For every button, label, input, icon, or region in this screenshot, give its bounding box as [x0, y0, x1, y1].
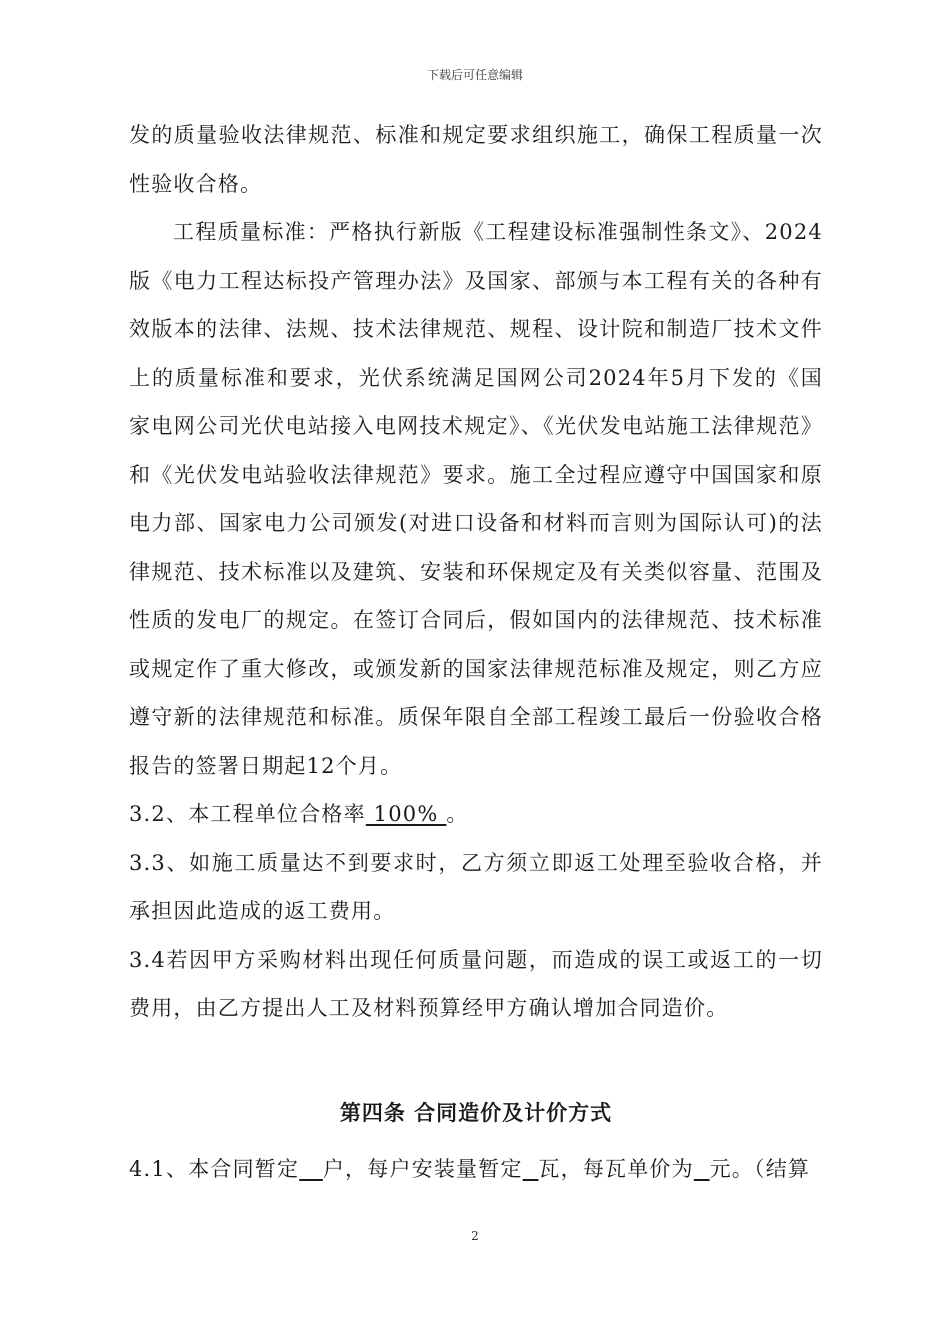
paragraph-clause-4-1 — [129, 1145, 823, 1194]
section-spacer — [129, 1033, 823, 1081]
clause-3-2-end: 。 — [446, 802, 469, 826]
section-heading-article-4: 第四条 合同造价及计价方式 — [339, 1099, 613, 1125]
paragraph-quality-acceptance: 发的质量验收法律规范、标准和规定要求组织施工，确保工程质量一次性验收合格。 — [129, 123, 823, 196]
document-body — [129, 111, 823, 1193]
page-number: 2 — [471, 1229, 479, 1243]
paragraph-clause-3-3: 3.3、如施工质量达不到要求时，乙方须立即返工处理至验收合格，并承担因此造成的返工费用。 — [129, 850, 823, 923]
paragraph-clause-3-2 — [129, 790, 823, 839]
clause-3-2-text: 3.2、本工程单位合格率 — [129, 802, 366, 826]
clause-4-1-text-1: 4.1、本合同暂定 — [129, 1156, 300, 1181]
clause-4-1-text-2: 户，每户安装量暂定 — [322, 1156, 523, 1181]
paragraph-quality-standard: 工程质量标准：严格执行新版《工程建设标准强制性条文》、2024版《电力工程达标投产管理办法》及国家、部颁与本工程有关的各种有效版本的法律、法规、技术法律规范、规程、设计院和制造厂技术文件上的质量标准和要求，光伏系统满足国网公司2024年5月下发的《国家电网公司光伏电站接入电网技术规定》、《光伏发电站施工法律规范》和《光伏发电站验收法律规范》要求。施工全过程应遵守中国国家和原电力部、国家电力公司颁发(对进口设备和材料而言则为国际认可)的法律规范、技术标准以及建筑、安装和环保规定及有关类似容量、范围及性质的发电厂的规定。在签订合同后，假如国内的法律规范、技术标准或规定作了重大修改，或颁发新的国家法律规范标准及规定，则乙方应遵守新的法律规范和标准。质保年限自全部工程竣工最后一份验收合格报告的签署日期起12个月。 — [129, 220, 823, 778]
clause-4-1-text-4: 元。（结算 — [709, 1156, 811, 1181]
unit-price-blank — [694, 1157, 710, 1181]
household-count-blank — [299, 1157, 323, 1181]
page-header: 下载后可任意编辑 — [426, 68, 523, 82]
pass-rate-value: 100% — [365, 802, 447, 826]
clause-4-1-text-3: 瓦，每瓦单价为 — [538, 1156, 694, 1181]
capacity-blank — [523, 1157, 539, 1181]
paragraph-clause-3-4: 3.4若因甲方采购材料出现任何质量问题，而造成的误工或返工的一切费用，由乙方提出人工及材料预算经甲方确认增加合同造价。 — [129, 947, 823, 1020]
